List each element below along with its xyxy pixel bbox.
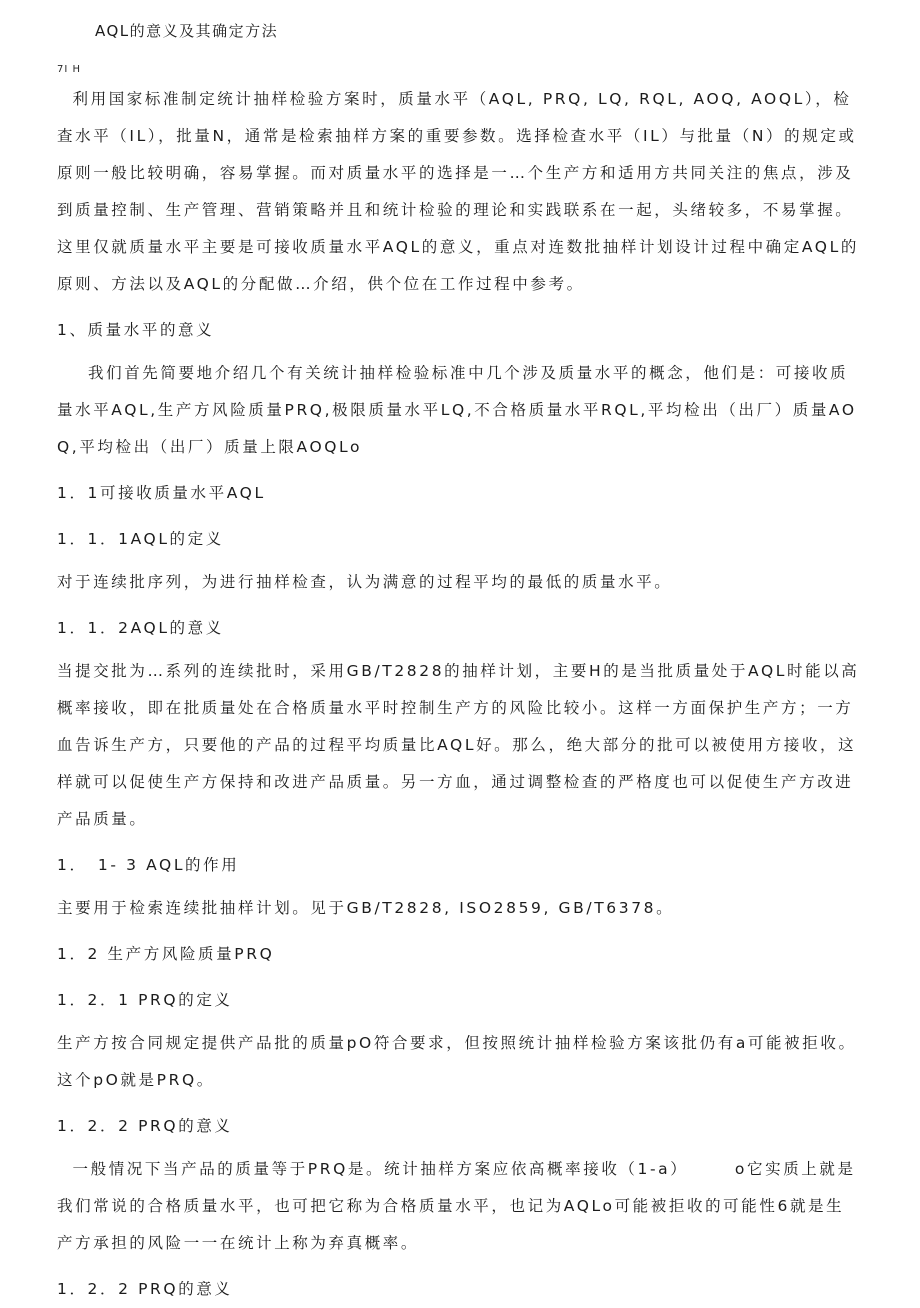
paragraph: 利用国家标准制定统计抽样检验方案时，质量水平（AQL, PRQ, LQ, RQL, AOQ, AOQL），检查水平（IL），批量N，通常是检索抽样方案的重要参数。选择检查水平（IL）与批量（N）的规定或原则一般比较明确，容易掌握。而对质量水平的选择是一…个生产方和适用方共同关注的焦点，涉及到质量控制、生产管理、营销策略并且和统计检验的理论和实践联系在一起，头绪较多，不易掌握。这里仅就质量水平主要是可接收质量水平AQL的意义，重点对连数批抽样计划设计过程中确定AQL的原则、方法以及AQL的分配做…介绍，供个位在工作过程中参考。	[57, 90, 859, 293]
section-heading: 1．2．1 PRQ的定义	[57, 991, 233, 1009]
section-heading: 1、质量水平的意义	[57, 321, 215, 339]
document-title: AQL的意义及其确定方法	[95, 22, 279, 40]
document-body	[57, 81, 862, 1308]
section-heading: 1．2 生产方风险质量PRQ	[57, 945, 275, 963]
section-heading: 1．1．2AQL的意义	[57, 619, 224, 637]
section-heading: 1．1可接收质量水平AQL	[57, 484, 266, 502]
section-heading: 1．1．1AQL的定义	[57, 530, 224, 548]
paragraph: 我们首先简要地介绍几个有关统计抽样检验标准中几个涉及质量水平的概念，他们是：可接收质量水平AQL,生产方风险质量PRQ,极限质量水平LQ,不合格质量水平RQL,平均检出（出厂）质量AOQ,平均检出（出厂）质量上限AOQLo	[57, 364, 857, 456]
corner-mark: 7I H	[57, 64, 82, 75]
section-heading: 1． 1- 3 AQL的作用	[57, 856, 240, 874]
paragraph: 生产方按合同规定提供产品批的质量pO符合要求，但按照统计抽样检验方案该批仍有a可能被拒收。这个pO就是PRQ。	[57, 1034, 857, 1089]
paragraph: 一般情况下当产品的质量等于PRQ是。统计抽样方案应依高概率接收（1-a） o它实质上就是我们常说的合格质量水平，也可把它称为合格质量水平，也记为AQLo可能被拒收的可能性6就是生产方承担的风险一一在统计上称为弃真概率。	[57, 1160, 856, 1252]
paragraph: 主要用于检索连续批抽样计划。见于GB/T2828, ISO2859, GB/T6378。	[57, 899, 675, 917]
section-heading: 1．2．2 PRQ的意义	[57, 1280, 233, 1298]
section-heading: 1．2．2 PRQ的意义	[57, 1117, 233, 1135]
paragraph: 对于连续批序列，为进行抽样检查，认为满意的过程平均的最低的质量水平。	[57, 573, 673, 591]
paragraph: 当提交批为…系列的连续批时，采用GB/T2828的抽样计划，主要H的是当批质量处于AQL时能以高概率接收，即在批质量处在合格质量水平时控制生产方的风险比较小。这样一方面保护生产方；一方血告诉生产方，只要他的产品的过程平均质量比AQL好。那么，绝大部分的批可以被使用方接收，这样就可以促使生产方保持和改进产品质量。另一方血，通过调整检查的严格度也可以促使生产方改进产品质量。	[57, 662, 860, 828]
